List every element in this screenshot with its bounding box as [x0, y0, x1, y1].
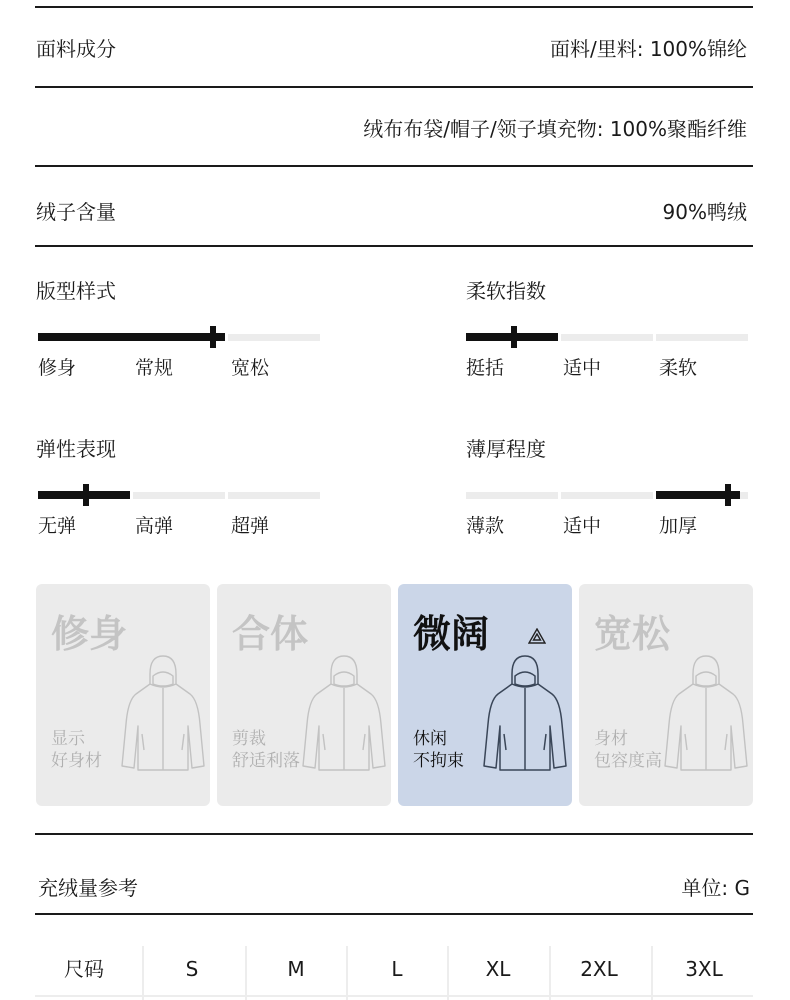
fit-desc-line: 包容度高 — [594, 751, 662, 771]
jacket-icon — [482, 654, 568, 774]
size-header-cell: 3XL — [685, 957, 723, 981]
gauge-marker — [210, 326, 216, 348]
filling-value: 绒布布袋/帽子/领子填充物: 100%聚酯纤维 — [363, 117, 747, 141]
gauge-segment — [228, 492, 320, 499]
jacket-icon — [663, 654, 749, 774]
gauge-title: 版型样式 — [36, 279, 116, 303]
gauge-label: 修身 — [38, 357, 77, 379]
fit-desc-line: 舒适利落 — [232, 751, 300, 771]
down-content-label: 绒子含量 — [36, 200, 116, 224]
fabric-value: 面料/里料: 100%锦纶 — [549, 37, 747, 61]
jacket-icon — [120, 654, 206, 774]
divider — [35, 6, 753, 8]
fit-description — [594, 728, 662, 772]
gauge-title: 弹性表现 — [36, 437, 116, 461]
table-bottom-border — [35, 995, 753, 997]
gauge-label: 薄款 — [466, 515, 505, 537]
fit-desc-line: 好身材 — [51, 751, 102, 771]
gauge-label: 超弹 — [231, 515, 270, 537]
gauge-bar — [466, 491, 748, 499]
fabric-label: 面料成分 — [36, 37, 116, 61]
gauge-label: 常规 — [135, 357, 174, 379]
gauge-bar — [38, 333, 320, 341]
divider — [35, 913, 753, 915]
fit-card-regular — [217, 584, 391, 806]
divider — [35, 165, 753, 167]
gauge-bar — [38, 491, 320, 499]
fit-card-relaxed — [398, 584, 572, 806]
fit-desc-line: 身材 — [594, 729, 628, 749]
gauge-label: 适中 — [563, 357, 602, 379]
divider — [35, 86, 753, 88]
gauge-segment — [133, 492, 225, 499]
size-header-cell: XL — [485, 957, 511, 981]
gauge-label: 加厚 — [659, 515, 698, 537]
gauge-title: 薄厚程度 — [466, 437, 546, 461]
fit-desc-line: 显示 — [51, 729, 85, 749]
size-header-cell: L — [391, 957, 403, 981]
gauge-segment — [561, 492, 653, 499]
gauge-segment — [561, 334, 653, 341]
gauge-bar — [466, 333, 748, 341]
size-header-cell: 尺码 — [64, 957, 104, 981]
fit-name: 合体 — [232, 612, 309, 656]
gauge-marker — [725, 484, 731, 506]
jacket-icon — [301, 654, 387, 774]
fit-description — [51, 728, 102, 772]
gauge-marker — [511, 326, 517, 348]
size-header-cell: M — [287, 957, 305, 981]
fit-name: 修身 — [51, 612, 128, 656]
fit-desc-line: 不拘束 — [413, 751, 464, 771]
brand-logo-icon — [528, 628, 546, 644]
divider — [35, 833, 753, 835]
fit-card-loose — [579, 584, 753, 806]
fit-description — [413, 728, 464, 772]
gauge-title: 柔软指数 — [466, 279, 546, 303]
size-header-cell: S — [185, 957, 199, 981]
gauge-label: 高弹 — [135, 515, 174, 537]
gauge-label: 宽松 — [231, 357, 270, 379]
gauge-label: 无弹 — [38, 515, 77, 537]
gauge-segment — [656, 334, 748, 341]
gauge-label: 适中 — [563, 515, 602, 537]
down-content-value: 90%鸭绒 — [662, 200, 747, 224]
fit-desc-line: 剪裁 — [232, 729, 266, 749]
fit-description — [232, 728, 300, 772]
fit-name: 宽松 — [594, 612, 671, 656]
fit-desc-line: 休闲 — [413, 729, 447, 749]
fit-card-slim — [36, 584, 210, 806]
gauge-label: 柔软 — [659, 357, 698, 379]
gauge-label: 挺括 — [466, 357, 505, 379]
divider — [35, 245, 753, 247]
gauge-segment — [466, 492, 558, 499]
fit-name: 微阔 — [413, 612, 490, 656]
size-header-cell: 2XL — [580, 957, 618, 981]
column-divider — [651, 946, 653, 1000]
gauge-fill — [38, 333, 225, 341]
gauge-marker — [83, 484, 89, 506]
gauge-segment — [228, 334, 320, 341]
fill-title: 充绒量参考 — [38, 876, 138, 900]
fill-unit: 单位: G — [681, 876, 750, 900]
